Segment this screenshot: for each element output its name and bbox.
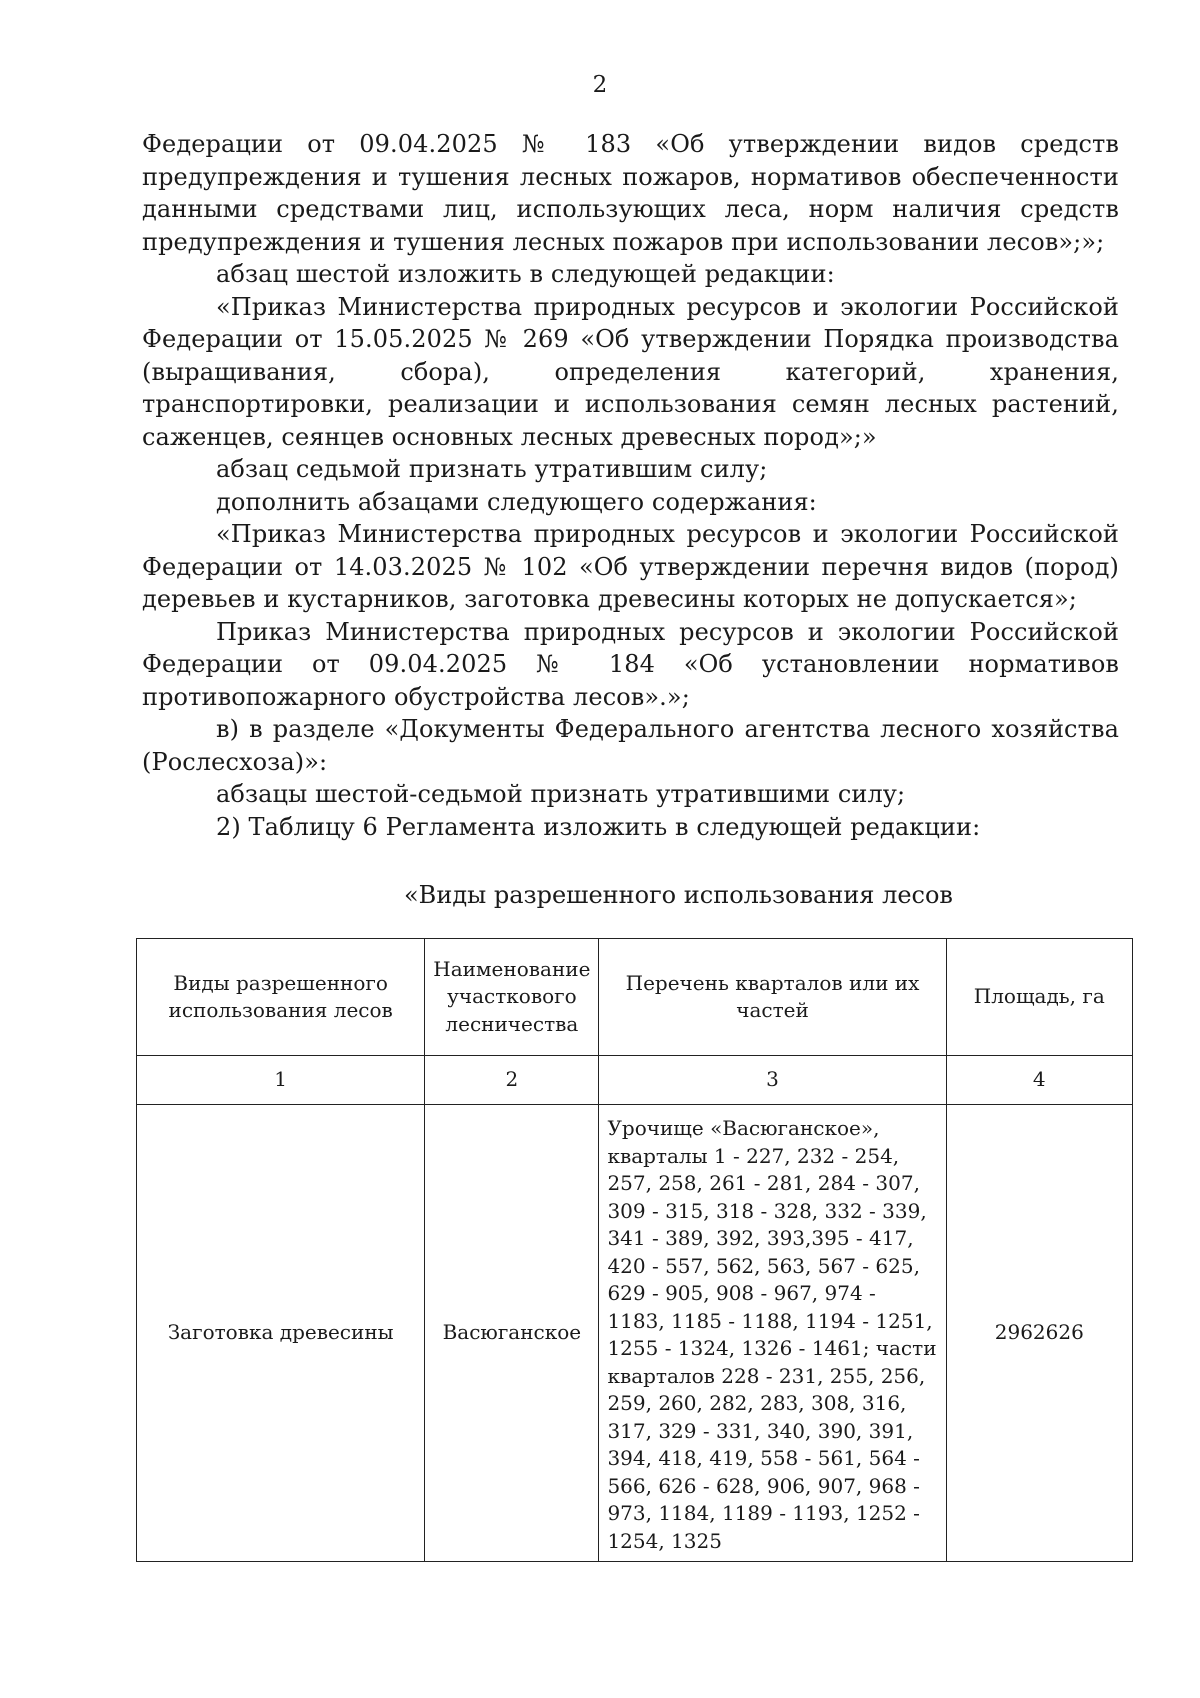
table-row (137, 1105, 1133, 1562)
page-number: 2 (592, 72, 608, 98)
header-cell: Наименование участкового лесничества (425, 939, 599, 1056)
quarters-cell: Урочище «Васюганское», кварталы 1 - 227, 232 - 254, 257, 258, 261 - 281, 284 - 307, 309 - 315, 318 - 328, 332 - 339, 341 - 389, 392, 393,395 - 417, 420 - 557, 562, 563, 567 - 625, 629 - 905, 908 - 967, 974 - 1183, 1185 - 1188, 1194 - 1251, 1255 - 1324, 1326 - 1461; части кварталов 228 - 231, 255, 256, 259, 260, 282, 283, 308, 316, 317, 329 - 331, 340, 390, 391, 394, 418, 419, 558 - 561, 564 - 566, 626 - 628, 906, 907, 968 - 973, 1184, 1189 - 1193, 1252 - 1254, 1325 (599, 1105, 946, 1562)
header-cell: Виды разрешенного использования лесов (137, 939, 425, 1056)
paragraph: дополнить абзацами следующего содержания: (216, 487, 817, 516)
paragraph: абзацы шестой-седьмой признать утратившими силу; (216, 780, 906, 808)
paragraph: «Приказ Министерства природных ресурсов и экологии Российской Федерации от 14.03.2025 № 102 «Об утверждении перечня видов (пород) деревьев и кустарников, заготовка древесины которых не допускается»; (142, 520, 1119, 613)
header-cell: Площадь, га (946, 939, 1132, 1056)
paragraph: в) в разделе «Документы Федерального агентства лесного хозяйства (Рослесхоза)»: (142, 715, 1119, 776)
forest-use-table (136, 938, 1133, 1562)
paragraph: Федерации от 09.04.2025 № 183 «Об утверждении видов средств предупреждения и тушения лесных пожаров, нормативов обеспеченности данными средствами лиц, использующих леса, норм наличия средств предупреждения и тушения лесных пожаров при использовании лесов»;»; (142, 130, 1119, 256)
column-number: 2 (425, 1056, 599, 1105)
column-number-row (137, 1056, 1133, 1105)
table-title: «Виды разрешенного использования лесов (404, 881, 953, 909)
paragraph: 2) Таблицу 6 Регламента изложить в следующей редакции: (216, 812, 981, 841)
use-type-cell: Заготовка древесины (137, 1105, 425, 1562)
paragraph: абзац седьмой признать утратившим силу; (216, 455, 768, 483)
column-number: 3 (599, 1056, 946, 1105)
paragraph: абзац шестой изложить в следующей редакции: (216, 260, 835, 288)
column-number: 1 (137, 1056, 425, 1105)
area-cell: 2962626 (946, 1105, 1132, 1562)
paragraph: «Приказ Министерства природных ресурсов и экологии Российской Федерации от 15.05.2025 № 269 «Об утверждении Порядка производства (выращивания, сбора), определения категорий, хранения, транспортировки, реализации и использования семян лесных растений, саженцев, сеянцев основных лесных древесных пород»;» (142, 292, 1119, 451)
table-header-row (137, 939, 1133, 1056)
document-body (142, 128, 1119, 843)
header-cell: Перечень кварталов или их частей (599, 939, 946, 1056)
column-number: 4 (946, 1056, 1132, 1105)
forestry-cell: Васюганское (425, 1105, 599, 1562)
paragraph: Приказ Министерства природных ресурсов и экологии Российской Федерации от 09.04.2025 № 184 «Об установлении нормативов противопожарного обустройства лесов».»; (142, 617, 1119, 711)
